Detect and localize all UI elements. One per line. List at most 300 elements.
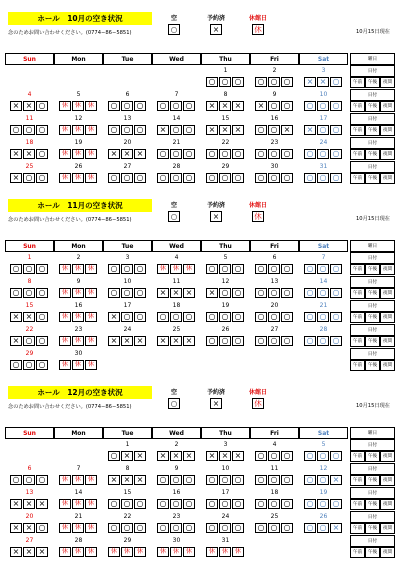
slot-status[interactable]: 休 [183, 547, 195, 557]
slot-status[interactable]: ○ [317, 523, 329, 533]
slot-status[interactable]: 休 [85, 288, 97, 298]
slot-status[interactable]: 休 [232, 547, 244, 557]
slot-status[interactable]: ○ [157, 475, 169, 485]
slot-status[interactable]: ○ [317, 475, 329, 485]
slot-status[interactable]: × [134, 336, 146, 346]
slot-status[interactable]: ○ [330, 336, 342, 346]
slot-status[interactable]: ○ [281, 101, 293, 111]
slot-status[interactable]: ○ [219, 312, 231, 322]
slot-status[interactable]: ○ [219, 475, 231, 485]
slot-status[interactable]: × [23, 101, 35, 111]
slot-status[interactable]: 休 [72, 547, 84, 557]
slot-status[interactable]: × [157, 336, 169, 346]
slot-status[interactable]: ○ [268, 523, 280, 533]
slot-status[interactable]: 休 [85, 499, 97, 509]
side-date-label: 日付 [350, 300, 395, 312]
slot-status[interactable]: ○ [219, 523, 231, 533]
slot-status[interactable]: × [330, 523, 342, 533]
side-afternoon-label: 午後 [365, 149, 380, 160]
slot-status[interactable]: 休 [170, 264, 182, 274]
slot-status[interactable]: 休 [59, 523, 71, 533]
slot-status[interactable]: × [121, 336, 133, 346]
slot-status[interactable]: ○ [255, 475, 267, 485]
slot-status[interactable]: ○ [183, 173, 195, 183]
slot-status[interactable]: ○ [121, 312, 133, 322]
slot-status[interactable]: 休 [219, 547, 231, 557]
slot-status[interactable]: ○ [268, 288, 280, 298]
slot-status[interactable]: ○ [108, 125, 120, 135]
slot-status[interactable]: ○ [232, 336, 244, 346]
slot-status[interactable]: ○ [232, 523, 244, 533]
slot-status[interactable]: ○ [304, 451, 316, 461]
slot-status[interactable]: ○ [36, 312, 48, 322]
slot-status[interactable]: 休 [59, 499, 71, 509]
date-number: 6 [272, 254, 277, 261]
slot-status[interactable]: ○ [206, 499, 218, 509]
slot-status[interactable]: ○ [268, 312, 280, 322]
slot-status[interactable]: 休 [72, 101, 84, 111]
slot-status[interactable]: 休 [85, 149, 97, 159]
slot-status[interactable]: ○ [206, 475, 218, 485]
slot-status[interactable]: ○ [134, 264, 146, 274]
slot-status[interactable]: × [134, 451, 146, 461]
slot-status[interactable]: 休 [134, 547, 146, 557]
slot-status[interactable]: ○ [304, 523, 316, 533]
slot-status[interactable]: ○ [268, 173, 280, 183]
slot-status[interactable]: ○ [134, 523, 146, 533]
slot-status[interactable]: ○ [330, 451, 342, 461]
slot-status[interactable]: 休 [59, 288, 71, 298]
slot-status[interactable]: ○ [108, 173, 120, 183]
slot-status[interactable]: ○ [281, 475, 293, 485]
slot-status[interactable]: 休 [157, 547, 169, 557]
slot-status[interactable]: × [23, 149, 35, 159]
slot-status[interactable]: ○ [304, 264, 316, 274]
slot-status[interactable]: ○ [317, 288, 329, 298]
slot-status[interactable]: ○ [183, 312, 195, 322]
slot-status[interactable]: ○ [134, 312, 146, 322]
slot-status[interactable]: 休 [72, 125, 84, 135]
slot-status[interactable]: ○ [23, 360, 35, 370]
slot-status[interactable]: ○ [183, 149, 195, 159]
slot-status[interactable]: ○ [36, 264, 48, 274]
slot-status[interactable]: × [232, 451, 244, 461]
slot-status[interactable]: ○ [10, 475, 22, 485]
slot-status[interactable]: ○ [317, 499, 329, 509]
slot-status[interactable]: ○ [255, 336, 267, 346]
slot-status[interactable]: ○ [121, 173, 133, 183]
slot-status[interactable]: × [23, 547, 35, 557]
slot-status[interactable]: ○ [317, 101, 329, 111]
slot-status[interactable]: × [23, 523, 35, 533]
slot-status[interactable]: ○ [255, 523, 267, 533]
slot-status[interactable]: 休 [85, 101, 97, 111]
slot-status[interactable]: × [10, 149, 22, 159]
slot-status[interactable]: ○ [255, 312, 267, 322]
date-number: 11 [25, 115, 34, 122]
slot-status[interactable]: ○ [330, 77, 342, 87]
slot-status[interactable]: ○ [23, 475, 35, 485]
slot-status[interactable]: ○ [304, 173, 316, 183]
slot-status[interactable]: ○ [317, 336, 329, 346]
slot-status[interactable]: 休 [85, 173, 97, 183]
slot-status[interactable]: ○ [330, 312, 342, 322]
slot-status[interactable]: ○ [121, 264, 133, 274]
legend-reserved-label: 予約済 [206, 389, 225, 396]
slot-status[interactable]: ○ [36, 475, 48, 485]
slot-status[interactable]: ○ [304, 499, 316, 509]
slot-status[interactable]: × [206, 125, 218, 135]
slot-status[interactable]: ○ [108, 288, 120, 298]
slot-status[interactable]: ○ [281, 288, 293, 298]
slot-status[interactable]: ○ [170, 101, 182, 111]
slot-status[interactable]: ○ [232, 312, 244, 322]
slot-status[interactable]: 休 [72, 523, 84, 533]
slot-status[interactable]: ○ [23, 125, 35, 135]
slot-status[interactable]: ○ [134, 288, 146, 298]
slot-status[interactable]: ○ [10, 125, 22, 135]
date-number: 16 [270, 115, 279, 122]
slot-status[interactable]: × [10, 523, 22, 533]
side-afternoon-label: 午後 [365, 360, 380, 371]
slot-status[interactable]: ○ [121, 125, 133, 135]
slot-status[interactable]: 休 [157, 264, 169, 274]
slot-status[interactable]: × [10, 101, 22, 111]
slot-status[interactable]: ○ [10, 288, 22, 298]
slot-status[interactable]: ○ [23, 336, 35, 346]
slot-status[interactable]: × [157, 288, 169, 298]
slot-status[interactable]: ○ [108, 523, 120, 533]
slot-status[interactable]: ○ [219, 149, 231, 159]
slot-status[interactable]: ○ [268, 264, 280, 274]
slot-status[interactable]: ○ [268, 149, 280, 159]
slot-status[interactable]: × [10, 547, 22, 557]
slot-status[interactable]: × [121, 475, 133, 485]
slot-status[interactable]: ○ [183, 101, 195, 111]
slot-status[interactable]: ○ [157, 149, 169, 159]
side-morning-label: 午前 [350, 360, 365, 371]
slot-status[interactable]: ○ [170, 312, 182, 322]
slot-status[interactable]: × [10, 336, 22, 346]
slot-status[interactable]: 休 [206, 547, 218, 557]
slot-status[interactable]: 休 [59, 547, 71, 557]
slot-status[interactable]: × [10, 499, 22, 509]
slot-status[interactable]: 休 [85, 264, 97, 274]
slot-status[interactable]: ○ [255, 149, 267, 159]
slot-status[interactable]: ○ [36, 173, 48, 183]
slot-status[interactable]: 休 [72, 499, 84, 509]
slot-status[interactable]: ○ [36, 336, 48, 346]
slot-status[interactable]: ○ [317, 264, 329, 274]
slot-status[interactable]: ○ [108, 101, 120, 111]
slot-status[interactable]: ○ [281, 523, 293, 533]
slot-status[interactable]: 休 [170, 547, 182, 557]
slot-status[interactable]: ○ [170, 475, 182, 485]
slot-status[interactable]: 休 [85, 475, 97, 485]
slot-status[interactable]: ○ [281, 77, 293, 87]
slot-status[interactable]: ○ [255, 77, 267, 87]
slot-status[interactable]: × [170, 451, 182, 461]
slot-status[interactable]: ○ [121, 288, 133, 298]
slot-status[interactable]: ○ [10, 264, 22, 274]
slot-status[interactable]: ○ [232, 475, 244, 485]
slot-status[interactable]: × [206, 451, 218, 461]
slot-status[interactable]: ○ [206, 336, 218, 346]
slot-status[interactable]: 休 [59, 125, 71, 135]
slot-status[interactable]: ○ [304, 101, 316, 111]
side-date-label: 日付 [350, 161, 395, 173]
slot-status[interactable]: ○ [317, 312, 329, 322]
date-number: 29 [221, 163, 230, 170]
slot-status[interactable]: ○ [121, 499, 133, 509]
slot-status[interactable]: 休 [72, 173, 84, 183]
slot-status[interactable]: 休 [59, 149, 71, 159]
slot-status[interactable]: 休 [72, 264, 84, 274]
slot-status[interactable]: ○ [330, 149, 342, 159]
slot-status[interactable]: ○ [330, 125, 342, 135]
slot-status[interactable]: ○ [219, 288, 231, 298]
slot-status[interactable]: 休 [183, 264, 195, 274]
slot-status[interactable]: ○ [330, 101, 342, 111]
slot-status[interactable]: ○ [255, 125, 267, 135]
slot-status[interactable]: 休 [72, 360, 84, 370]
slot-status[interactable]: ○ [36, 523, 48, 533]
slot-status[interactable]: × [157, 451, 169, 461]
slot-status[interactable]: ○ [219, 264, 231, 274]
slot-status[interactable]: × [183, 451, 195, 461]
slot-status[interactable]: ○ [206, 312, 218, 322]
slot-status[interactable]: ○ [121, 523, 133, 533]
slot-status[interactable]: ○ [330, 173, 342, 183]
slot-status[interactable]: ○ [268, 77, 280, 87]
slot-status[interactable]: ○ [330, 499, 342, 509]
slot-status[interactable]: ○ [281, 173, 293, 183]
slot-status[interactable]: × [183, 288, 195, 298]
slot-status[interactable]: 休 [108, 547, 120, 557]
slot-status[interactable]: ○ [157, 499, 169, 509]
slot-status[interactable]: × [10, 312, 22, 322]
slot-status[interactable]: ○ [157, 523, 169, 533]
slot-status[interactable]: ○ [281, 336, 293, 346]
legend-vacant-label: 空 [170, 15, 177, 22]
slot-status[interactable]: ○ [232, 499, 244, 509]
slot-status[interactable]: × [121, 149, 133, 159]
slot-status[interactable]: 休 [59, 173, 71, 183]
slot-status[interactable]: × [317, 77, 329, 87]
slot-status[interactable]: ○ [317, 173, 329, 183]
slot-status[interactable]: ○ [255, 288, 267, 298]
slot-status[interactable]: × [170, 288, 182, 298]
slot-status[interactable]: ○ [317, 451, 329, 461]
slot-status[interactable]: ○ [219, 499, 231, 509]
contact-note: 念のためお問い合わせください。(0774−86−5851) [8, 217, 132, 223]
slot-status[interactable]: ○ [134, 125, 146, 135]
slot-status[interactable]: × [206, 101, 218, 111]
slot-status[interactable]: × [219, 101, 231, 111]
slot-status[interactable]: ○ [255, 499, 267, 509]
slot-status[interactable]: ○ [232, 288, 244, 298]
slot-status[interactable]: ○ [317, 149, 329, 159]
slot-status[interactable]: ○ [317, 125, 329, 135]
slot-status[interactable]: ○ [304, 149, 316, 159]
slot-status[interactable]: ○ [36, 360, 48, 370]
slot-status[interactable]: × [232, 101, 244, 111]
slot-status[interactable]: ○ [183, 499, 195, 509]
slot-status[interactable]: 休 [59, 101, 71, 111]
slot-status[interactable]: 休 [85, 336, 97, 346]
slot-status[interactable]: ○ [108, 451, 120, 461]
slot-status[interactable]: × [108, 149, 120, 159]
slot-status[interactable]: ○ [206, 523, 218, 533]
slot-status[interactable]: ○ [268, 475, 280, 485]
slot-status[interactable]: ○ [157, 173, 169, 183]
slot-status[interactable]: ○ [255, 451, 267, 461]
slot-status[interactable]: 休 [59, 336, 71, 346]
slot-status[interactable]: ○ [304, 288, 316, 298]
slot-status[interactable]: ○ [170, 173, 182, 183]
slot-status[interactable]: 休 [72, 336, 84, 346]
slot-status[interactable]: ○ [219, 336, 231, 346]
slot-status[interactable]: 休 [59, 360, 71, 370]
slot-status[interactable]: ○ [232, 77, 244, 87]
slot-status[interactable]: ○ [268, 451, 280, 461]
slot-status[interactable]: ○ [232, 173, 244, 183]
slot-status[interactable]: ○ [121, 101, 133, 111]
slot-status[interactable]: ○ [10, 360, 22, 370]
month-title: ホール 12月の空き状況 [8, 386, 152, 399]
slot-status[interactable]: ○ [36, 125, 48, 135]
slot-status[interactable]: × [255, 101, 267, 111]
slot-status[interactable]: 休 [85, 125, 97, 135]
slot-status[interactable]: 休 [85, 360, 97, 370]
slot-status[interactable]: ○ [268, 336, 280, 346]
slot-status[interactable]: 休 [121, 547, 133, 557]
slot-status[interactable]: × [23, 499, 35, 509]
slot-status[interactable]: ○ [157, 312, 169, 322]
slot-status[interactable]: ○ [268, 499, 280, 509]
slot-status[interactable]: × [157, 125, 169, 135]
slot-status[interactable]: ○ [170, 125, 182, 135]
slot-status[interactable]: ○ [232, 149, 244, 159]
slot-status[interactable]: ○ [108, 264, 120, 274]
slot-status[interactable]: ○ [134, 499, 146, 509]
slot-status[interactable]: ○ [23, 173, 35, 183]
slot-status[interactable]: 休 [59, 264, 71, 274]
slot-status[interactable]: × [281, 125, 293, 135]
slot-status[interactable]: 休 [72, 312, 84, 322]
slot-status[interactable]: × [36, 547, 48, 557]
slot-status[interactable]: 休 [72, 149, 84, 159]
slot-status[interactable]: × [121, 451, 133, 461]
slot-status[interactable]: × [108, 336, 120, 346]
slot-status[interactable]: ○ [281, 149, 293, 159]
slot-status[interactable]: × [134, 149, 146, 159]
slot-status[interactable]: ○ [219, 173, 231, 183]
slot-status[interactable]: 休 [85, 547, 97, 557]
legend-reserved-label: 予約済 [206, 15, 225, 22]
date-number: 4 [272, 441, 277, 448]
slot-status[interactable]: ○ [206, 264, 218, 274]
slot-status[interactable]: × [183, 336, 195, 346]
slot-status[interactable]: ○ [36, 149, 48, 159]
date-number: 7 [321, 254, 326, 261]
date-number: 6 [27, 465, 32, 472]
slot-status[interactable]: ○ [268, 125, 280, 135]
slot-status[interactable]: 休 [59, 475, 71, 485]
slot-status[interactable]: ○ [170, 499, 182, 509]
slot-status[interactable]: × [36, 499, 48, 509]
side-morning-label: 午前 [350, 451, 365, 462]
slot-status[interactable]: ○ [23, 264, 35, 274]
slot-status[interactable]: ○ [206, 173, 218, 183]
slot-status[interactable]: ○ [206, 149, 218, 159]
slot-status[interactable]: ○ [232, 264, 244, 274]
slot-status[interactable]: × [10, 173, 22, 183]
slot-status[interactable]: ○ [170, 523, 182, 533]
slot-status[interactable]: × [304, 125, 316, 135]
as-of-date: 10月15日現在 [356, 29, 390, 35]
slot-status[interactable]: 休 [72, 475, 84, 485]
slot-status[interactable]: ○ [170, 149, 182, 159]
slot-status[interactable]: ○ [183, 475, 195, 485]
slot-status[interactable]: × [134, 475, 146, 485]
slot-status[interactable]: ○ [134, 101, 146, 111]
slot-status[interactable]: ○ [255, 264, 267, 274]
weekday-header: Sat [299, 53, 348, 65]
slot-status[interactable]: ○ [183, 523, 195, 533]
slot-status[interactable]: ○ [108, 499, 120, 509]
date-number: 19 [221, 302, 230, 309]
date-number: 5 [223, 254, 228, 261]
slot-status[interactable]: ○ [304, 336, 316, 346]
slot-status[interactable]: ○ [304, 475, 316, 485]
slot-status[interactable]: ○ [281, 312, 293, 322]
slot-status[interactable]: ○ [23, 288, 35, 298]
slot-status[interactable]: ○ [36, 101, 48, 111]
slot-status[interactable]: × [330, 475, 342, 485]
slot-status[interactable]: × [219, 125, 231, 135]
slot-status[interactable]: ○ [36, 288, 48, 298]
slot-status[interactable]: ○ [157, 101, 169, 111]
slot-status[interactable]: × [108, 475, 120, 485]
slot-status[interactable]: × [219, 451, 231, 461]
slot-status[interactable]: ○ [219, 77, 231, 87]
slot-status[interactable]: × [232, 125, 244, 135]
slot-status[interactable]: 休 [85, 312, 97, 322]
legend-vacant-mark: ○ [168, 398, 180, 409]
slot-status[interactable]: × [304, 77, 316, 87]
slot-status[interactable]: 休 [59, 312, 71, 322]
slot-status[interactable]: ○ [330, 264, 342, 274]
slot-status[interactable]: 休 [85, 523, 97, 533]
slot-status[interactable]: × [23, 312, 35, 322]
slot-status[interactable]: ○ [281, 264, 293, 274]
slot-status[interactable]: × [170, 336, 182, 346]
slot-status[interactable]: × [206, 288, 218, 298]
slot-status[interactable]: ○ [183, 125, 195, 135]
slot-status[interactable]: ○ [268, 101, 280, 111]
side-morning-label: 午前 [350, 77, 365, 88]
slot-status[interactable]: ○ [281, 451, 293, 461]
slot-status[interactable]: ○ [281, 499, 293, 509]
slot-status[interactable]: ○ [206, 77, 218, 87]
slot-status[interactable]: × [108, 312, 120, 322]
slot-status[interactable]: 休 [72, 288, 84, 298]
slot-status[interactable]: ○ [255, 173, 267, 183]
slot-status[interactable]: ○ [134, 173, 146, 183]
slot-status[interactable]: ○ [330, 288, 342, 298]
slot-status[interactable]: ○ [304, 312, 316, 322]
